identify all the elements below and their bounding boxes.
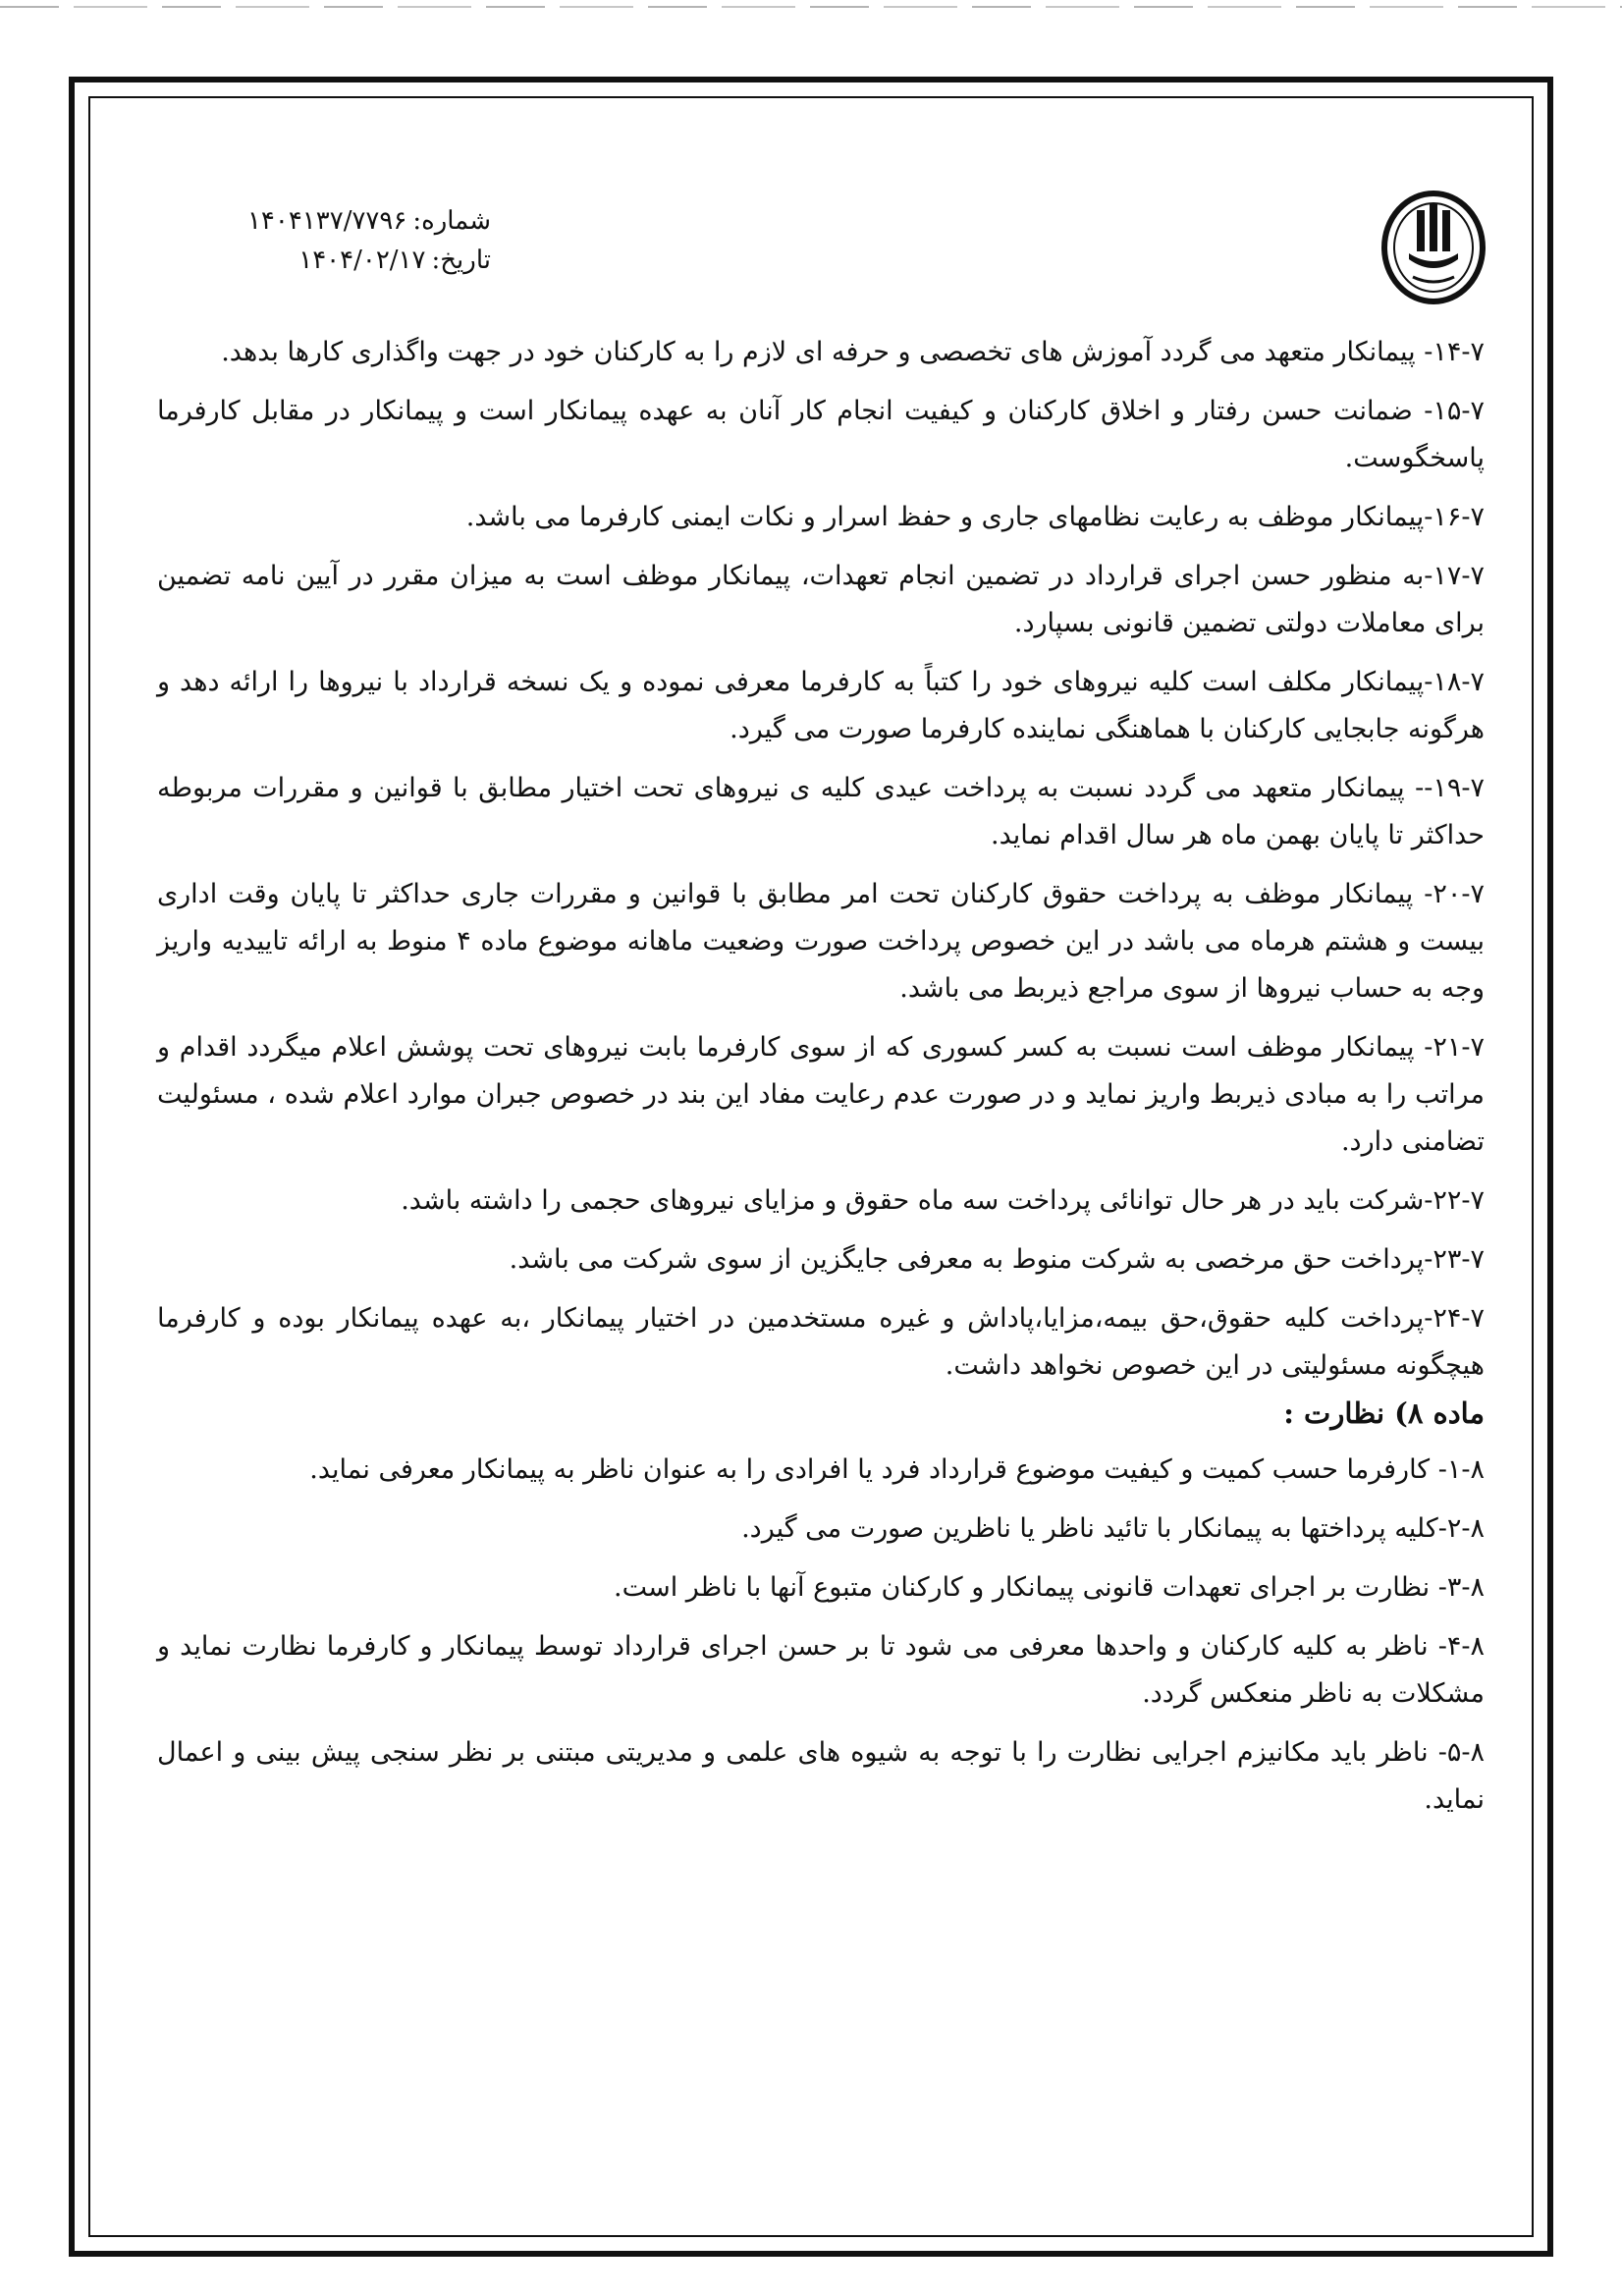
scan-edge-line [0, 6, 1622, 8]
clause-7-20: ۲۰-۷- پیمانکار موظف به پرداخت حقوق کارکنان تحت امر مطابق با قوانین و مقررات جاری حداکثر تا پایان وقت اداری بیست و هشتم هرماه می باشد در این خصوص پرداخت صورت وضعیت ماهانه موضوع ماده ۴ منوط به ارائه تاییدیه واریز وجه به حساب نیروها از سوی مراجع ذیربط می باشد. [157, 879, 1485, 1004]
clause-7-16: ۱۶-۷-پیمانکار موظف به رعایت نظامهای جاری و حفظ اسرار و نکات ایمنی کارفرما می باشد. [465, 502, 1485, 532]
clause-8-2: ۲-۸-کلیه پرداختها به پیمانکار با تائید ناظر یا ناظرین صورت می گیرد. [741, 1513, 1485, 1544]
clause-7-23: ۲۳-۷-پرداخت حق مرخصی به شرکت منوط به معرفی جایگزین از سوی شرکت می باشد. [509, 1244, 1485, 1275]
section-heading: ماده ۸) نظارت : [1283, 1396, 1485, 1430]
number-label: شماره: [412, 206, 491, 236]
document-reference [177, 201, 491, 280]
document-body [157, 329, 1485, 1835]
clause-7-18: ۱۸-۷-پیمانکار مکلف است کلیه نیروهای خود را کتباً به کارفرما معرفی نموده و یک نسخه قرارداد با نیروها را ارائه دهد و هرگونه جابجایی کارکنان با هماهنگی نماینده کارفرما صورت می گیرد. [157, 667, 1485, 744]
date-label: تاریخ: [431, 246, 491, 275]
date-row [177, 241, 491, 280]
clause-8-1: ۱-۸- کارفرما حسب کمیت و کیفیت موضوع قرارداد فرد یا افرادی را به عنوان ناظر به پیمانکار معرفی نماید. [309, 1454, 1485, 1485]
clause-7-14: ۱۴-۷- پیمانکار متعهد می گردد آموزش های تخصصی و حرفه ای لازم را به کارکنان خود در جهت واگذاری کارها بدهد. [221, 337, 1485, 367]
clause-7-17: ۱۷-۷-به منظور حسن اجرای قرارداد در تضمین انجام تعهدات، پیمانکار موظف است به میزان مقرر در آیین نامه تضمین برای معاملات دولتی تضمین قانونی بسپارد. [157, 561, 1485, 638]
company-emblem-icon [1379, 189, 1487, 306]
clause-8-5: ۵-۸- ناظر باید مکانیزم اجرایی نظارت را با توجه به شیوه های علمی و مدیریتی مبتنی بر نظر سنجی پیش بینی و اعمال نماید. [157, 1737, 1485, 1815]
clause-8-3: ۳-۸- نظارت بر اجرای تعهدات قانونی پیمانکار و کارکنان متبوع آنها با ناظر است. [613, 1572, 1485, 1603]
number-value: ۱۴۰۴۱۳۷/۷۷۹۶ [246, 206, 407, 236]
clause-7-21: ۲۱-۷- پیمانکار موظف است نسبت به کسر کسوری که از سوی کارفرما بابت نیروهای تحت پوشش اعلام میگردد اقدام و مراتب را به مبادی ذیربط واریز نماید و در صورت عدم رعایت مفاد این بند در خصوص جبران موارد اعلام شده ، مسئولیت تضامنی دارد. [157, 1032, 1485, 1157]
clause-8-4: ۴-۸- ناظر به کلیه کارکنان و واحدها معرفی می شود تا بر حسن اجرای قرارداد توسط پیمانکار و کارفرما نظارت نماید و مشکلات به ناظر منعکس گردد. [157, 1631, 1485, 1709]
number-row [177, 201, 491, 241]
clause-7-19: ۱۹-۷-- پیمانکار متعهد می گردد نسبت به پرداخت عیدی کلیه ی نیروهای تحت اختیار مطابق با قوانین و مقررات مربوطه حداکثر تا پایان بهمن ماه هر سال اقدام نماید. [157, 773, 1485, 850]
clause-7-15: ۱۵-۷- ضمانت حسن رفتار و اخلاق کارکنان و کیفیت انجام کار آنان به عهده پیمانکار است و پیمانکار در مقابل کارفرما پاسخگوست. [157, 396, 1485, 473]
date-value: ۱۴۰۴/۰۲/۱۷ [298, 246, 426, 275]
clause-7-22: ۲۲-۷-شرکت باید در هر حال توانائی پرداخت سه ماه حقوق و مزایای نیروهای حجمی را داشته باشد. [401, 1185, 1485, 1216]
clause-7-24: ۲۴-۷-پرداخت کلیه حقوق،حق بیمه،مزایا،پاداش و غیره مستخدمین در اختیار پیمانکار ،به عهده پیمانکار بوده و کارفرما هیچگونه مسئولیتی در این خصوص نخواهد داشت. [157, 1303, 1485, 1381]
